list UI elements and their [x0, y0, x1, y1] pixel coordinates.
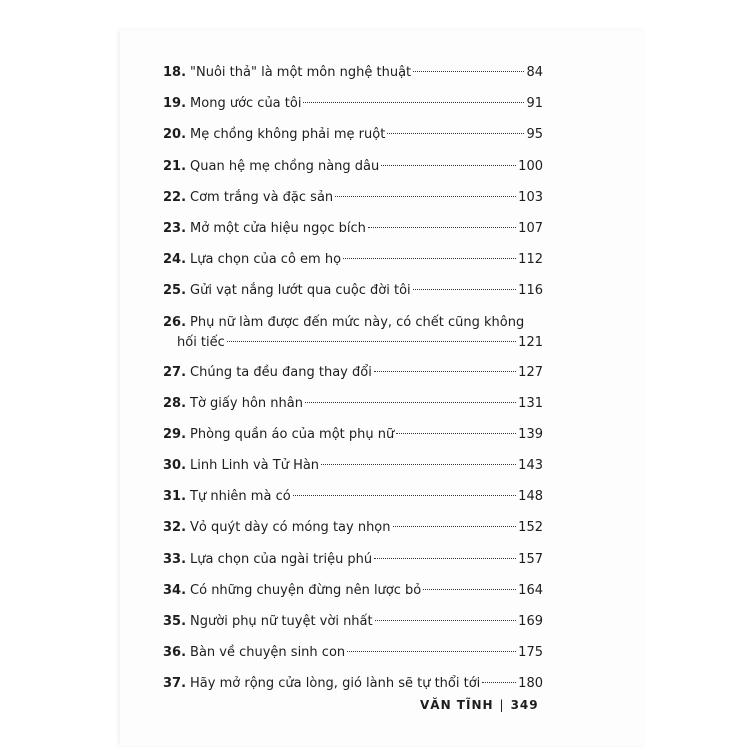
toc-entry: [163, 60, 543, 91]
toc-entry-page: 131: [518, 395, 543, 411]
toc-entry-title: Tờ giấy hôn nhân: [190, 395, 303, 411]
toc-entry-title: Gửi vạt nắng lướt qua cuộc đời tôi: [190, 283, 411, 299]
toc-entry: [163, 484, 543, 515]
toc-entry-title-continued: hối tiếc: [177, 334, 225, 350]
toc-entry: [163, 310, 543, 360]
dot-leader: [381, 165, 516, 166]
dot-leader: [374, 558, 516, 559]
toc-entry-title: "Nuôi thả" là một môn nghệ thuật: [190, 65, 412, 80]
toc-entry-title: Mở một cửa hiệu ngọc bích: [190, 220, 366, 236]
toc-entry-title: Vỏ quýt dày có móng tay nhọn: [190, 520, 391, 536]
dot-leader: [375, 620, 517, 621]
toc-entry-number: 33.: [163, 551, 187, 567]
page-footer: [420, 698, 539, 712]
dot-leader: [374, 371, 516, 372]
toc-entry-page: 91: [526, 96, 543, 112]
toc-entry-title: Phòng quần áo của một phụ nữ: [190, 426, 395, 442]
toc-entry-number: 24.: [163, 252, 187, 268]
toc-entry: [163, 278, 543, 309]
toc-entry-page: 84: [526, 65, 543, 80]
toc-entry: [163, 122, 543, 153]
toc-entry: [163, 578, 543, 609]
dot-leader: [413, 71, 524, 72]
toc-entry-page: 157: [518, 551, 543, 567]
footer-page-number: 349: [510, 698, 539, 712]
dot-leader: [393, 526, 517, 527]
toc-entry: [163, 609, 543, 640]
toc-entry-number: 35.: [163, 614, 187, 629]
toc-entry: [163, 247, 543, 278]
toc-entry-number: 34.: [163, 582, 187, 598]
toc-entry-page: 180: [518, 676, 543, 692]
toc-entry-page: 175: [518, 645, 543, 661]
toc-entry: [163, 91, 543, 122]
toc-entry: [163, 185, 543, 216]
toc-entry-title: Quan hệ mẹ chồng nàng dâu: [190, 158, 380, 174]
dot-leader: [303, 102, 524, 103]
dot-leader: [347, 651, 516, 652]
toc-entry-number: 37.: [163, 676, 187, 692]
dot-leader: [482, 682, 516, 683]
toc-entry-number: 25.: [163, 283, 187, 299]
dot-leader: [343, 258, 516, 259]
toc-entry-page: 169: [518, 614, 543, 629]
toc-entry-number: 27.: [163, 364, 187, 380]
toc-entry-page: 152: [518, 520, 543, 536]
toc-entry-title: Có những chuyện đừng nên lược bỏ: [190, 582, 422, 598]
toc-entry: [163, 515, 543, 546]
toc-entry-number: 22.: [163, 189, 187, 205]
toc-entry-number: 36.: [163, 645, 187, 661]
toc-entry-title: Tự nhiên mà có: [190, 489, 291, 505]
toc-entry-number: 32.: [163, 520, 187, 536]
toc-entry-number: 19.: [163, 96, 187, 112]
toc-entry-title: Chúng ta đều đang thay đổi: [190, 364, 372, 380]
dot-leader: [423, 589, 516, 590]
dot-leader: [396, 433, 516, 434]
toc-entry-page: 143: [518, 458, 543, 474]
toc-entry: [163, 154, 543, 185]
toc-entry: [163, 422, 543, 453]
toc-entry-title: Hãy mở rộng cửa lòng, gió lành sẽ tự thổi tới: [190, 676, 481, 692]
dot-leader: [335, 196, 516, 197]
toc-entry-title: Bàn về chuyện sinh con: [190, 645, 346, 661]
toc-entry-page: 121: [518, 334, 543, 350]
toc-entry: [163, 640, 543, 671]
dot-leader: [227, 341, 516, 342]
footer-separator: |: [499, 698, 505, 712]
dot-leader: [321, 464, 516, 465]
toc-entry-title: Mẹ chồng không phải mẹ ruột: [190, 127, 386, 143]
toc-entry-number: 30.: [163, 458, 187, 474]
toc-entry-title: Cơm trắng và đặc sản: [190, 189, 334, 205]
toc-entry-page: 103: [518, 189, 543, 205]
toc-entry-page: 100: [518, 158, 543, 174]
toc-entry-title: Mong ước của tôi: [190, 96, 302, 112]
toc-entry-number: 26.: [163, 314, 187, 330]
toc-entry-number: 18.: [163, 65, 187, 80]
toc-entry-number: 20.: [163, 127, 187, 143]
toc-entry-title: Người phụ nữ tuyệt vời nhất: [190, 614, 373, 629]
toc-entry-number: 21.: [163, 158, 187, 174]
dot-leader: [387, 133, 524, 134]
dot-leader: [293, 495, 517, 496]
toc-entry-page: 116: [518, 283, 543, 299]
toc-entry-title: Phụ nữ làm được đến mức này, có chết cũng không: [190, 314, 525, 330]
toc-entry: [163, 360, 543, 391]
toc-entry-number: 28.: [163, 395, 187, 411]
toc-entry: [163, 547, 543, 578]
dot-leader: [368, 227, 516, 228]
dot-leader: [305, 402, 516, 403]
toc-entry-page: 139: [518, 426, 543, 442]
toc-entry-page: 95: [526, 127, 543, 143]
toc-entry: [163, 453, 543, 484]
toc-entry: [163, 216, 543, 247]
toc-entry-page: 127: [518, 364, 543, 380]
toc-entry-title: Lựa chọn của cô em họ: [190, 252, 342, 268]
toc-entry-page: 107: [518, 220, 543, 236]
toc-entry-number: 31.: [163, 489, 187, 505]
toc-entry-page: 148: [518, 489, 543, 505]
toc-entry-number: 23.: [163, 220, 187, 236]
toc-entry: [163, 391, 543, 422]
toc-entry-title: Lựa chọn của ngài triệu phú: [190, 551, 373, 567]
toc-entry-number: 29.: [163, 426, 187, 442]
toc-entry-title: Linh Linh và Tử Hàn: [190, 458, 320, 474]
table-of-contents: [163, 60, 543, 703]
toc-entry-page: 112: [518, 252, 543, 268]
footer-author: VĂN TĨNH: [420, 698, 494, 712]
dot-leader: [413, 289, 517, 290]
toc-entry-page: 164: [518, 582, 543, 598]
